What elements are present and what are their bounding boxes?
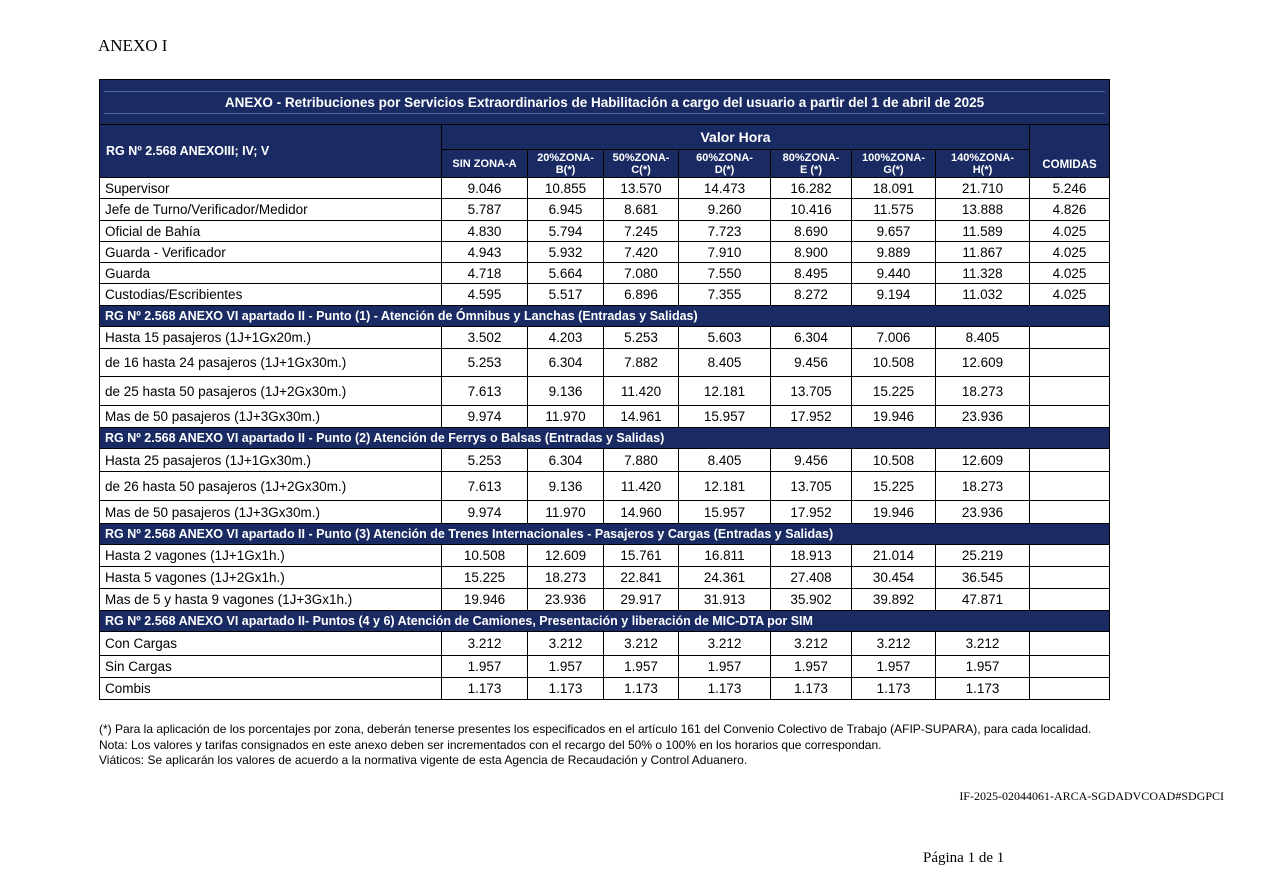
table-row xyxy=(100,406,1110,428)
rate-cell: 15.957 xyxy=(679,406,771,428)
table-row xyxy=(100,589,1110,611)
rate-cell: 18.273 xyxy=(936,377,1030,406)
comidas-cell xyxy=(1030,678,1110,700)
rate-cell: 8.405 xyxy=(936,327,1030,349)
rate-cell: 1.173 xyxy=(936,678,1030,700)
zone-column-header xyxy=(936,150,1030,178)
rate-cell: 22.841 xyxy=(604,567,679,589)
rate-cell: 7.880 xyxy=(604,449,679,472)
rate-cell: 4.718 xyxy=(442,263,528,284)
rate-cell: 15.225 xyxy=(852,472,936,501)
row-label: Guarda - Verificador xyxy=(100,242,442,263)
row-label: Jefe de Turno/Verificador/Medidor xyxy=(100,199,442,221)
comidas-cell xyxy=(1030,449,1110,472)
comidas-header: COMIDAS xyxy=(1030,125,1110,178)
zone-column-header-line: 20%ZONA- xyxy=(537,151,594,164)
footnote-zones: (*) Para la aplicación de los porcentajes por zona, deberán tenerse presentes los especificados en el artículo 161 del Convenio Colectivo de Trabajo (AFIP-SUPARA), para cada localidad. xyxy=(99,722,1092,736)
rate-cell: 9.657 xyxy=(852,221,936,242)
document-reference: IF-2025-02044061-ARCA-SGDADVCOAD#SDGPCI xyxy=(959,789,1224,803)
rate-cell: 9.456 xyxy=(771,349,852,377)
rate-cell: 12.609 xyxy=(528,545,604,567)
rate-cell: 1.173 xyxy=(528,678,604,700)
rate-cell: 9.260 xyxy=(679,199,771,221)
rate-cell: 11.420 xyxy=(604,472,679,501)
rate-cell: 7.080 xyxy=(604,263,679,284)
comidas-cell: 5.246 xyxy=(1030,178,1110,199)
rate-cell: 12.181 xyxy=(679,377,771,406)
row-label: Guarda xyxy=(100,263,442,284)
zone-column-header-line: 100%ZONA- xyxy=(862,151,925,164)
rate-cell: 3.212 xyxy=(771,632,852,656)
row-label: Hasta 2 vagones (1J+1Gx1h.) xyxy=(100,545,442,567)
rate-cell: 9.974 xyxy=(442,501,528,524)
table-row xyxy=(100,545,1110,567)
document-title: ANEXO I xyxy=(98,36,168,55)
comidas-cell xyxy=(1030,327,1110,349)
comidas-cell xyxy=(1030,589,1110,611)
zone-column-header-line: E (*) xyxy=(800,163,822,176)
row-label: Sin Cargas xyxy=(100,656,442,678)
section-header-row xyxy=(100,524,1110,545)
rate-cell: 7.613 xyxy=(442,472,528,501)
comidas-cell xyxy=(1030,656,1110,678)
section-header-row xyxy=(100,306,1110,327)
rate-cell: 1.957 xyxy=(528,656,604,678)
section-title: RG Nº 2.568 ANEXO VI apartado II- Puntos (4 y 6) Atención de Camiones, Presentación y liberación de MIC-DTA por SIM xyxy=(100,611,1110,632)
rate-cell: 1.173 xyxy=(442,678,528,700)
zone-column-header xyxy=(442,150,528,178)
table-row xyxy=(100,178,1110,199)
row-label: Con Cargas xyxy=(100,632,442,656)
rate-cell: 4.830 xyxy=(442,221,528,242)
rate-cell: 10.416 xyxy=(771,199,852,221)
rate-cell: 21.710 xyxy=(936,178,1030,199)
rate-cell: 11.589 xyxy=(936,221,1030,242)
rate-cell: 3.212 xyxy=(604,632,679,656)
table-row xyxy=(100,632,1110,656)
comidas-cell: 4.025 xyxy=(1030,284,1110,306)
rate-cell: 6.304 xyxy=(528,349,604,377)
rates-table xyxy=(99,79,1110,700)
comidas-cell: 4.025 xyxy=(1030,263,1110,284)
rate-cell: 1.957 xyxy=(679,656,771,678)
rate-cell: 3.212 xyxy=(936,632,1030,656)
comidas-cell xyxy=(1030,472,1110,501)
rate-cell: 11.420 xyxy=(604,377,679,406)
rate-cell: 21.014 xyxy=(852,545,936,567)
rate-cell: 5.664 xyxy=(528,263,604,284)
row-label: de 25 hasta 50 pasajeros (1J+2Gx30m.) xyxy=(100,377,442,406)
rate-cell: 3.212 xyxy=(528,632,604,656)
rate-cell: 36.545 xyxy=(936,567,1030,589)
rate-cell: 5.253 xyxy=(442,349,528,377)
zone-column-header-line: G(*) xyxy=(883,163,904,176)
rate-cell: 9.889 xyxy=(852,242,936,263)
comidas-cell xyxy=(1030,632,1110,656)
zone-column-header xyxy=(771,150,852,178)
table-row xyxy=(100,263,1110,284)
rate-cell: 7.910 xyxy=(679,242,771,263)
rate-cell: 18.273 xyxy=(528,567,604,589)
rate-cell: 17.952 xyxy=(771,501,852,524)
rate-cell: 27.408 xyxy=(771,567,852,589)
rate-cell: 47.871 xyxy=(936,589,1030,611)
comidas-cell xyxy=(1030,349,1110,377)
zone-column-header-line: 80%ZONA- xyxy=(782,151,840,164)
rate-cell: 5.794 xyxy=(528,221,604,242)
rate-cell: 18.913 xyxy=(771,545,852,567)
table-row xyxy=(100,242,1110,263)
valor-hora-header: Valor Hora xyxy=(442,125,1030,150)
rate-cell: 8.690 xyxy=(771,221,852,242)
rg-label: RG Nº 2.568 ANEXOIII; IV; V xyxy=(100,125,442,178)
zone-column-header-line: 60%ZONA- xyxy=(696,151,753,164)
rate-cell: 4.595 xyxy=(442,284,528,306)
zone-column-header-line: SIN ZONA-A xyxy=(452,157,517,170)
rate-cell: 10.508 xyxy=(852,449,936,472)
rate-cell: 8.900 xyxy=(771,242,852,263)
rate-cell: 9.136 xyxy=(528,377,604,406)
rate-cell: 9.456 xyxy=(771,449,852,472)
rate-cell: 7.723 xyxy=(679,221,771,242)
rate-cell: 8.405 xyxy=(679,449,771,472)
rate-cell: 5.517 xyxy=(528,284,604,306)
zone-column-header xyxy=(604,150,679,178)
rate-cell: 4.203 xyxy=(528,327,604,349)
table-title: ANEXO - Retribuciones por Servicios Extraordinarios de Habilitación a cargo del usuario a partir del 1 de abril de 2025 xyxy=(100,80,1110,125)
table-row xyxy=(100,221,1110,242)
rate-cell: 7.882 xyxy=(604,349,679,377)
rate-cell: 9.440 xyxy=(852,263,936,284)
table-row xyxy=(100,327,1110,349)
comidas-cell xyxy=(1030,377,1110,406)
rate-cell: 7.420 xyxy=(604,242,679,263)
rate-cell: 23.936 xyxy=(528,589,604,611)
rate-cell: 6.304 xyxy=(771,327,852,349)
table-row xyxy=(100,377,1110,406)
footnote-viaticos: Viáticos: Se aplicarán los valores de acuerdo a la normativa vigente de esta Agencia de Recaudación y Control Aduanero. xyxy=(99,753,748,767)
rate-cell: 12.609 xyxy=(936,349,1030,377)
rate-cell: 11.970 xyxy=(528,501,604,524)
rate-cell: 1.957 xyxy=(852,656,936,678)
comidas-cell xyxy=(1030,501,1110,524)
rate-cell: 8.681 xyxy=(604,199,679,221)
rate-cell: 1.173 xyxy=(771,678,852,700)
rate-cell: 30.454 xyxy=(852,567,936,589)
rate-cell: 7.245 xyxy=(604,221,679,242)
rate-cell: 5.603 xyxy=(679,327,771,349)
comidas-cell xyxy=(1030,567,1110,589)
zone-column-header-line: B(*) xyxy=(555,163,576,176)
comidas-cell: 4.025 xyxy=(1030,221,1110,242)
rate-cell: 9.194 xyxy=(852,284,936,306)
section-header-row xyxy=(100,611,1110,632)
rate-cell: 15.957 xyxy=(679,501,771,524)
zone-column-header-line: C(*) xyxy=(631,163,651,176)
rate-cell: 39.892 xyxy=(852,589,936,611)
row-label: Mas de 5 y hasta 9 vagones (1J+3Gx1h.) xyxy=(100,589,442,611)
rate-cell: 5.253 xyxy=(604,327,679,349)
comidas-cell xyxy=(1030,406,1110,428)
page-number: Página 1 de 1 xyxy=(923,850,1005,866)
section-header-row xyxy=(100,428,1110,449)
table-row xyxy=(100,656,1110,678)
row-label: Hasta 25 pasajeros (1J+1Gx30m.) xyxy=(100,449,442,472)
rate-cell: 14.473 xyxy=(679,178,771,199)
footnotes xyxy=(99,722,1149,769)
table-row xyxy=(100,199,1110,221)
table-row xyxy=(100,349,1110,377)
comidas-cell xyxy=(1030,545,1110,567)
zone-column-header-line: H(*) xyxy=(972,163,993,176)
comidas-cell: 4.025 xyxy=(1030,242,1110,263)
rate-cell: 19.946 xyxy=(442,589,528,611)
rate-cell: 15.761 xyxy=(604,545,679,567)
rate-cell: 23.936 xyxy=(936,501,1030,524)
rate-cell: 7.550 xyxy=(679,263,771,284)
rate-cell: 9.046 xyxy=(442,178,528,199)
row-label: de 26 hasta 50 pasajeros (1J+2Gx30m.) xyxy=(100,472,442,501)
table-row xyxy=(100,501,1110,524)
rate-cell: 10.508 xyxy=(442,545,528,567)
row-label: Combis xyxy=(100,678,442,700)
row-label: Hasta 5 vagones (1J+2Gx1h.) xyxy=(100,567,442,589)
row-label: Mas de 50 pasajeros (1J+3Gx30m.) xyxy=(100,501,442,524)
table-row xyxy=(100,449,1110,472)
rate-cell: 15.225 xyxy=(852,377,936,406)
rate-cell: 7.355 xyxy=(679,284,771,306)
rate-cell: 12.181 xyxy=(679,472,771,501)
rate-cell: 24.361 xyxy=(679,567,771,589)
rate-cell: 5.932 xyxy=(528,242,604,263)
rate-cell: 11.970 xyxy=(528,406,604,428)
rate-cell: 16.282 xyxy=(771,178,852,199)
rate-cell: 6.896 xyxy=(604,284,679,306)
rate-cell: 6.304 xyxy=(528,449,604,472)
rate-cell: 15.225 xyxy=(442,567,528,589)
rate-cell: 7.006 xyxy=(852,327,936,349)
rate-cell: 3.212 xyxy=(679,632,771,656)
rate-cell: 9.974 xyxy=(442,406,528,428)
row-label: Mas de 50 pasajeros (1J+3Gx30m.) xyxy=(100,406,442,428)
rate-cell: 1.173 xyxy=(604,678,679,700)
rate-cell: 16.811 xyxy=(679,545,771,567)
zone-column-header-line: D(*) xyxy=(714,163,735,176)
rate-cell: 4.943 xyxy=(442,242,528,263)
table-row xyxy=(100,678,1110,700)
rate-cell: 11.575 xyxy=(852,199,936,221)
zone-column-header xyxy=(528,150,604,178)
rate-cell: 18.273 xyxy=(936,472,1030,501)
rate-cell: 14.961 xyxy=(604,406,679,428)
rate-cell: 9.136 xyxy=(528,472,604,501)
rate-cell: 19.946 xyxy=(852,406,936,428)
rate-cell: 29.917 xyxy=(604,589,679,611)
rate-cell: 3.502 xyxy=(442,327,528,349)
footnote-surcharge: Nota: Los valores y tarifas consignados en este anexo deben ser incrementados con el recargo del 50% o 100% en los horarios que correspondan. xyxy=(99,737,882,752)
rates-table-container xyxy=(99,79,1109,700)
row-label: Oficial de Bahía xyxy=(100,221,442,242)
rate-cell: 13.570 xyxy=(604,178,679,199)
section-title: RG Nº 2.568 ANEXO VI apartado II - Punto (3) Atención de Trenes Internacionales - Pasajeros y Cargas (Entradas y Salidas) xyxy=(100,524,1110,545)
rate-cell: 10.508 xyxy=(852,349,936,377)
row-label: de 16 hasta 24 pasajeros (1J+1Gx30m.) xyxy=(100,349,442,377)
rate-cell: 1.957 xyxy=(604,656,679,678)
row-label: Supervisor xyxy=(100,178,442,199)
rate-cell: 13.705 xyxy=(771,377,852,406)
rate-cell: 1.173 xyxy=(852,678,936,700)
table-row xyxy=(100,567,1110,589)
zone-column-header xyxy=(679,150,771,178)
rate-cell: 1.957 xyxy=(442,656,528,678)
section-title: RG Nº 2.568 ANEXO VI apartado II - Punto (2) Atención de Ferrys o Balsas (Entradas y Salidas) xyxy=(100,428,1110,449)
section-title: RG Nº 2.568 ANEXO VI apartado II - Punto (1) - Atención de Ómnibus y Lanchas (Entradas y Salidas) xyxy=(100,306,1110,327)
rate-cell: 17.952 xyxy=(771,406,852,428)
rate-cell: 5.253 xyxy=(442,449,528,472)
rate-cell: 18.091 xyxy=(852,178,936,199)
rate-cell: 11.032 xyxy=(936,284,1030,306)
rate-cell: 3.212 xyxy=(852,632,936,656)
rate-cell: 3.212 xyxy=(442,632,528,656)
row-label: Hasta 15 pasajeros (1J+1Gx20m.) xyxy=(100,327,442,349)
comidas-cell: 4.826 xyxy=(1030,199,1110,221)
rate-cell: 11.867 xyxy=(936,242,1030,263)
rate-cell: 14.960 xyxy=(604,501,679,524)
zone-column-header-line: 140%ZONA- xyxy=(951,151,1014,164)
rate-cell: 13.888 xyxy=(936,199,1030,221)
rate-cell: 1.957 xyxy=(771,656,852,678)
rate-cell: 10.855 xyxy=(528,178,604,199)
rate-cell: 1.957 xyxy=(936,656,1030,678)
rate-cell: 6.945 xyxy=(528,199,604,221)
rate-cell: 11.328 xyxy=(936,263,1030,284)
rate-cell: 5.787 xyxy=(442,199,528,221)
rate-cell: 7.613 xyxy=(442,377,528,406)
table-row xyxy=(100,284,1110,306)
zone-column-header xyxy=(852,150,936,178)
table-row xyxy=(100,472,1110,501)
row-label: Custodias/Escribientes xyxy=(100,284,442,306)
rate-cell: 25.219 xyxy=(936,545,1030,567)
rate-cell: 23.936 xyxy=(936,406,1030,428)
rate-cell: 1.173 xyxy=(679,678,771,700)
rate-cell: 8.495 xyxy=(771,263,852,284)
rate-cell: 8.272 xyxy=(771,284,852,306)
rate-cell: 12.609 xyxy=(936,449,1030,472)
rate-cell: 8.405 xyxy=(679,349,771,377)
rate-cell: 35.902 xyxy=(771,589,852,611)
rate-cell: 13.705 xyxy=(771,472,852,501)
zone-column-header-line: 50%ZONA- xyxy=(612,151,670,164)
rate-cell: 31.913 xyxy=(679,589,771,611)
rate-cell: 19.946 xyxy=(852,501,936,524)
